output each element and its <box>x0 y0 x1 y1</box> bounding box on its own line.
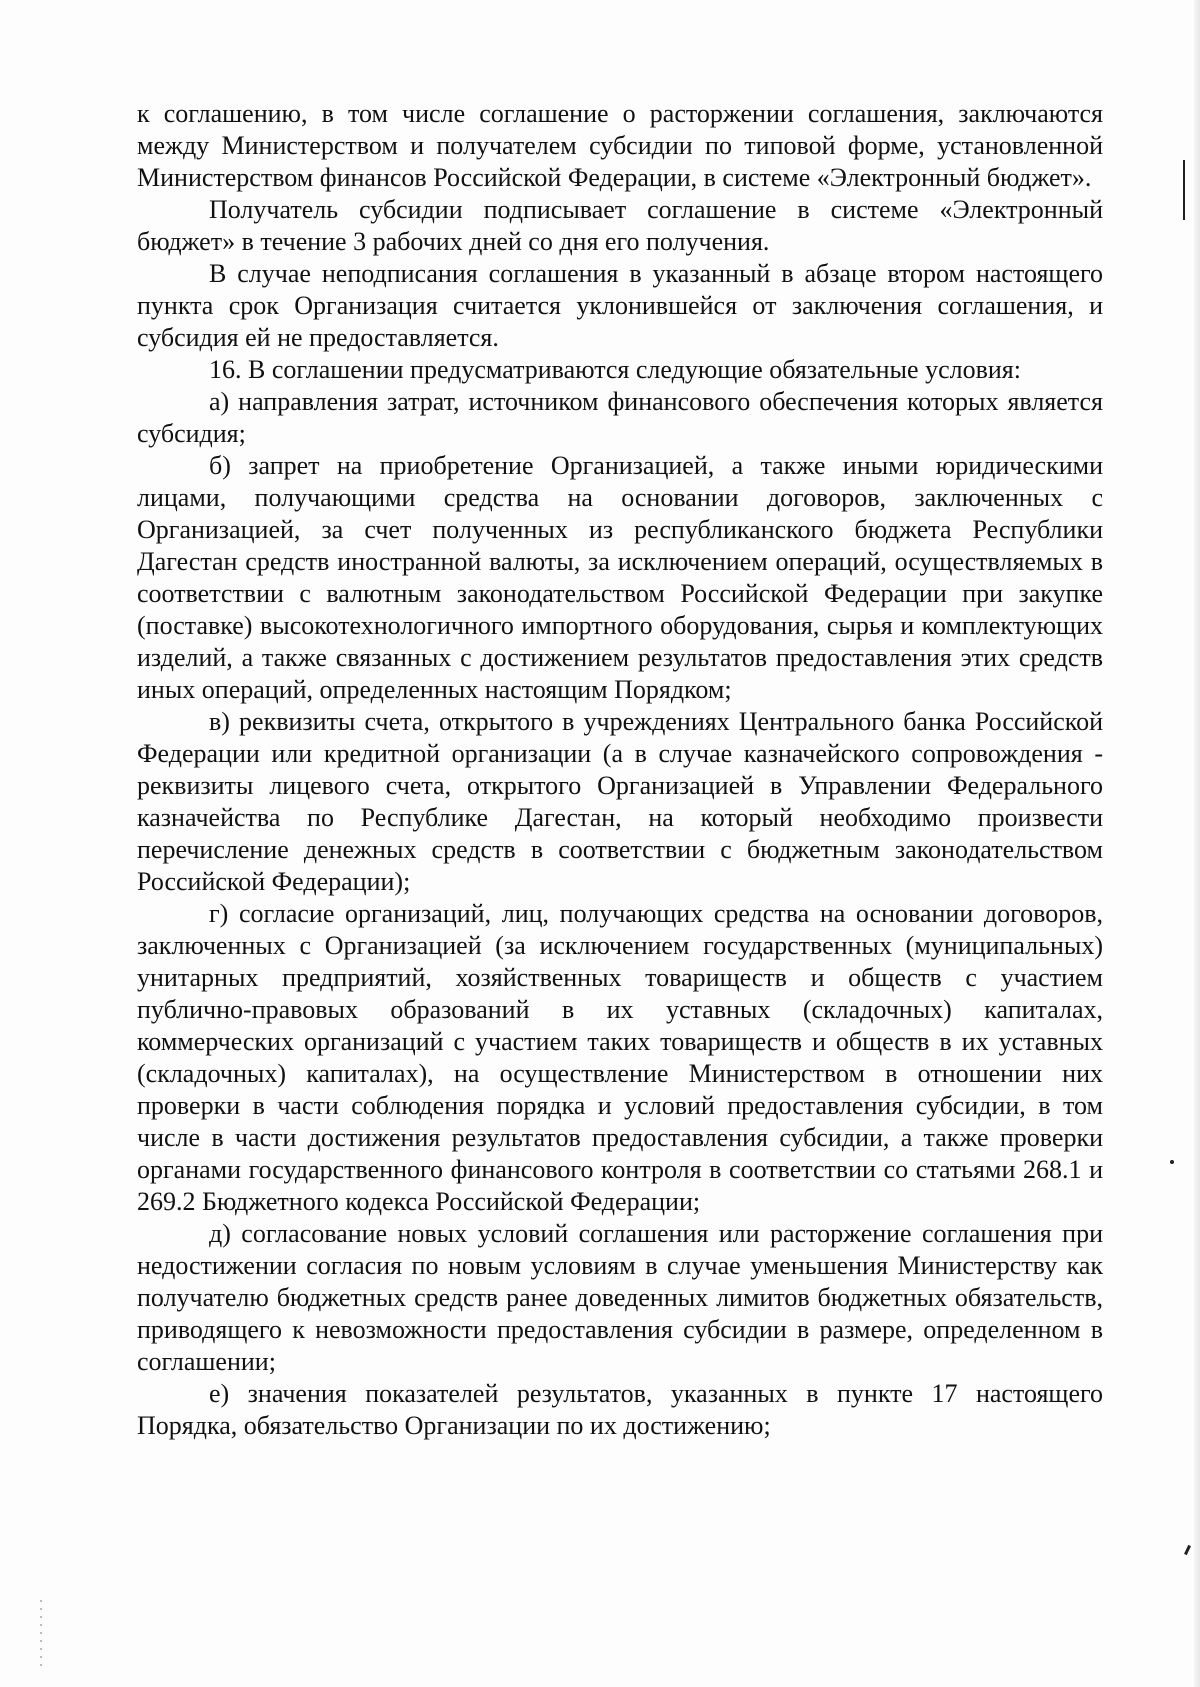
list-item-d: д) согласование новых условий соглашения или расторжение соглашения при недостижении согласия по новым условиям в случае уменьшения Министерству как получателю бюджетных средств ранее доведенных лимитов бюджетных обязательств, приводящего к невозможности предоставления субсидии в размере, определенном в соглашении; <box>137 1219 1103 1376</box>
paragraph-section-16: 16. В соглашении предусматриваются следующие обязательные условия: <box>209 355 1021 384</box>
scan-edge-shadow <box>1194 0 1200 1687</box>
paragraph-agreement-conclusion: к соглашению, в том числе соглашение о расторжении соглашения, заключаются между Министерством и получателем субсидии по типовой форме, установленной Министерством финансов Российской Федерации, в системе «Электронный бюджет». <box>137 99 1103 192</box>
list-item-a: а) направления затрат, источником финансового обеспечения которых является субсидия; <box>137 387 1103 448</box>
list-item-e: е) значения показателей результатов, указанных в пункте 17 настоящего Порядка, обязательство Организации по их достижению; <box>137 1379 1103 1440</box>
paragraph-signing-deadline: Получатель субсидии подписывает соглашение в системе «Электронный бюджет» в течение 3 рабочих дней со дня его получения. <box>137 195 1103 256</box>
list-item-v: в) реквизиты счета, открытого в учреждениях Центрального банка Российской Федерации или кредитной организации (а в случае казначейского сопровождения - реквизиты лицевого счета, открытого Организацией в Управлении Федерального казначейства по Республике Дагестан, на который необходимо произвести перечисление денежных средств в соответствии с бюджетным законодательством Российской Федерации); <box>137 707 1103 896</box>
document-body <box>137 98 1103 1442</box>
scan-perforation-left <box>40 1600 42 1670</box>
scan-mark-right-middle <box>1170 1160 1174 1164</box>
paragraph-non-signing: В случае неподписания соглашения в указанный в абзаце втором настоящего пункта срок Организация считается уклонившейся от заключения соглашения, и субсидия ей не предоставляется. <box>137 259 1103 352</box>
list-item-b: б) запрет на приобретение Организацией, а также иными юридическими лицами, получающими средства на основании договоров, заключенных с Организацией, за счет полученных из республиканского бюджета Республики Дагестан средств иностранной валюты, за исключением операций, осуществляемых в соответствии с валютным законодательством Российской Федерации при закупке (поставке) высокотехнологичного импортного оборудования, сырья и комплектующих изделий, а также связанных с достижением результатов предоставления этих средств иных операций, определенных настоящим Порядком; <box>137 451 1103 704</box>
scan-mark-right-bottom <box>1184 1545 1191 1555</box>
list-item-g: г) согласие организаций, лиц, получающих средства на основании договоров, заключенных с Организацией (за исключением государственных (муниципальных) унитарных предприятий, хозяйственных товариществ и обществ с участием публично-правовых образований в их уставных (складочных) капиталах, коммерческих организаций с участием таких товариществ и обществ в их уставных (складочных) капиталах), на осуществление Министерством в отношении них проверки в части соблюдения порядка и условий предоставления субсидии, в том числе в части достижения результатов предоставления субсидии, а также проверки органами государственного финансового контроля в соответствии со статьями 268.1 и 269.2 Бюджетного кодекса Российской Федерации; <box>137 899 1103 1216</box>
scan-mark-right-top <box>1183 160 1185 220</box>
